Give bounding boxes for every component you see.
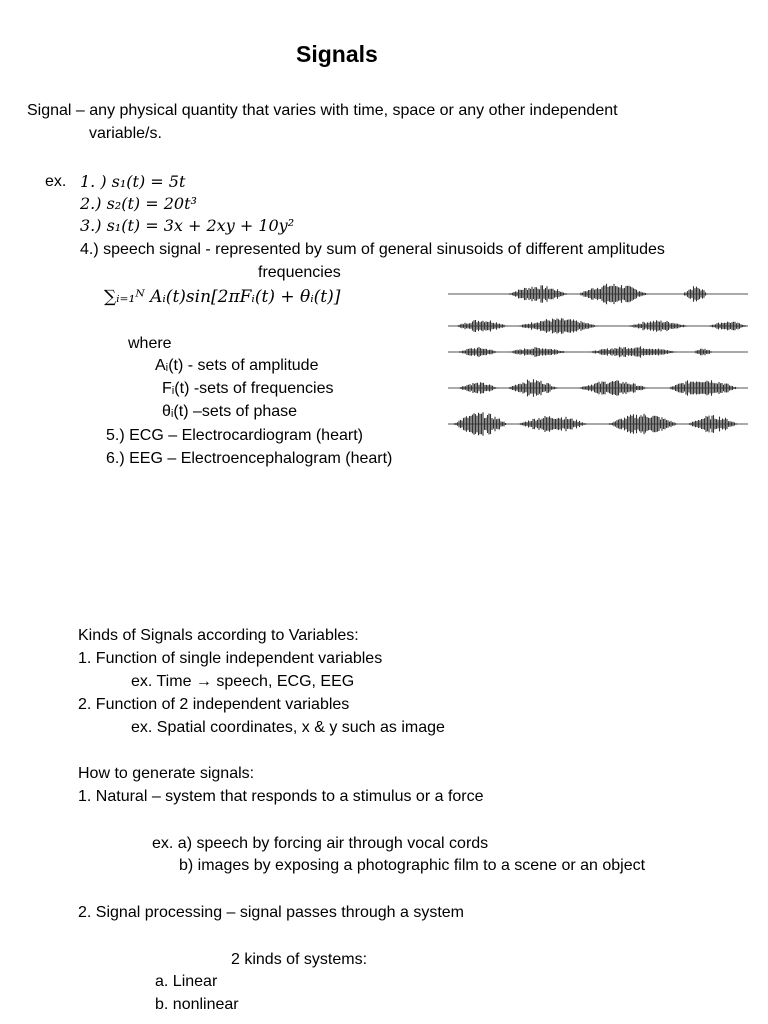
waveform-trace (448, 346, 748, 357)
example-4: 4.) speech signal - represented by sum of general sinusoids of different amplitudes (80, 241, 665, 258)
example-5: 5.) ECG – Electrocardiogram (heart) (106, 427, 363, 444)
kinds-heading: Kinds of Signals according to Variables: (78, 627, 359, 644)
generate-example-a: ex. a) speech by forcing air through vocal cords (152, 835, 489, 852)
examples-prefix: ex. (45, 173, 67, 190)
generate-heading: How to generate signals: (78, 765, 255, 782)
waveform-trace (448, 284, 748, 305)
sum-formula: ∑ᵢ₌₁ᴺ Aᵢ(t)sin[2πFᵢ(t) + θᵢ(t)] (104, 287, 341, 307)
waveform-trace (448, 318, 748, 334)
generate-item-2: 2. Signal processing – signal passes through a system (78, 904, 464, 921)
kinds-item-2-example: ex. Spatial coordinates, x & y such as image (131, 719, 445, 736)
system-linear: a. Linear (155, 973, 218, 990)
where-label: where (128, 335, 172, 352)
example-2: 2.) s₂(t) = 20t³ (80, 194, 197, 213)
waveform-trace (448, 379, 748, 397)
example-4-cont: frequencies (258, 264, 341, 281)
example-1: 1. ) s₁(t) = 5t (80, 172, 186, 191)
system-nonlinear: b. nonlinear (155, 996, 239, 1013)
example-6: 6.) EEG – Electroencephalogram (heart) (106, 450, 393, 467)
signal-definition: Signal – any physical quantity that varies with time, space or any other independent (27, 102, 618, 119)
generate-item-1: 1. Natural – system that responds to a stimulus or a force (78, 788, 484, 805)
kinds-item-1: 1. Function of single independent variables (78, 650, 383, 667)
phase-def: θᵢ(t) –sets of phase (162, 403, 298, 420)
frequency-def: Fᵢ(t) -sets of frequencies (162, 380, 334, 397)
generate-example-b: b) images by exposing a photographic film to a scene or an object (179, 857, 646, 874)
kinds-item-2: 2. Function of 2 independent variables (78, 696, 350, 713)
speech-waveform-image (448, 264, 752, 444)
page-title: Signals (296, 41, 378, 67)
waveform-trace (448, 412, 748, 436)
example-3: 3.) s₁(t) = 3x + 2xy + 10y² (80, 216, 295, 235)
kinds-item-1-example: ex. Time → speech, ECG, EEG (131, 673, 355, 690)
amplitude-def: Aᵢ(t) - sets of amplitude (155, 357, 319, 374)
signal-definition-cont: variable/s. (89, 125, 162, 142)
systems-heading: 2 kinds of systems: (231, 951, 368, 968)
